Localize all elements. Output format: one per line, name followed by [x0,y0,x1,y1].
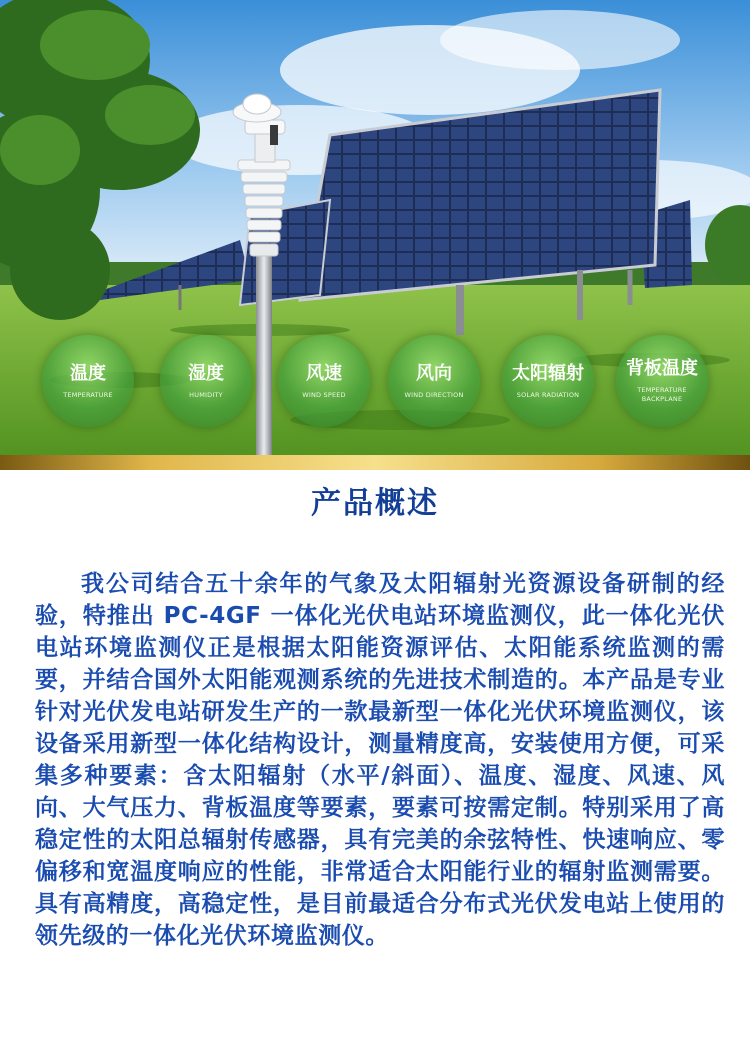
badge-subtitle: HUMIDITY [189,390,223,399]
badge-subtitle: WIND DIRECTION [404,390,464,399]
badge-title: 风向 [416,362,452,384]
badge-wind-direction [388,335,480,427]
badge-title: 背板温度 [626,358,698,379]
measurement-badges [0,335,750,445]
badge-subtitle: TEMPERATURE BACKPLANE [637,386,687,403]
gold-divider [0,455,750,470]
hero-banner [0,0,750,470]
section-title: 产品概述 [311,486,439,521]
badge-title: 湿度 [188,362,224,384]
product-description: 我公司结合五十余年的气象及太阳辐射光资源设备研制的经验，特推出 PC-4GF 一体化光伏电站环境监测仪，此一体化光伏电站环境监测仪正是根据太阳能资源评估、太阳能系统监测的需要，并结合国外太阳能观测系统的先进技术制造的。本产品是专业针对光伏发电站研发生产的一款最新型一体化光伏环境监测仪，该设备采用新型一体化结构设计，测量精度高，安装使用方便，可采集多种要素：含太阳辐射（水平/斜面）、温度、湿度、风速、风向、大气压力、背板温度等要素，要素可按需定制。特别采用了高稳定性的太阳总辐射传感器，具有完美的余弦特性、快速响应、零偏移和宽温度响应的性能，非常适合太阳能行业的辐射监测需要。具有高精度，高稳定性，是目前最适合分布式光伏发电站上使用的领先级的一体化光伏环境监测仪。 [35,571,725,949]
badge-title: 温度 [70,362,106,384]
badge-solar-radiation [502,335,594,427]
badge-subtitle: WIND SPEED [302,390,346,399]
badge-backplane-temperature [616,335,708,427]
badge-subtitle: TEMPERATURE [63,390,113,399]
badge-title: 风速 [306,362,342,384]
badge-humidity [160,335,252,427]
badge-temperature [42,335,134,427]
badge-title: 太阳辐射 [512,362,584,384]
badge-wind-speed [278,335,370,427]
badge-subtitle: SOLAR RADIATION [516,390,580,399]
